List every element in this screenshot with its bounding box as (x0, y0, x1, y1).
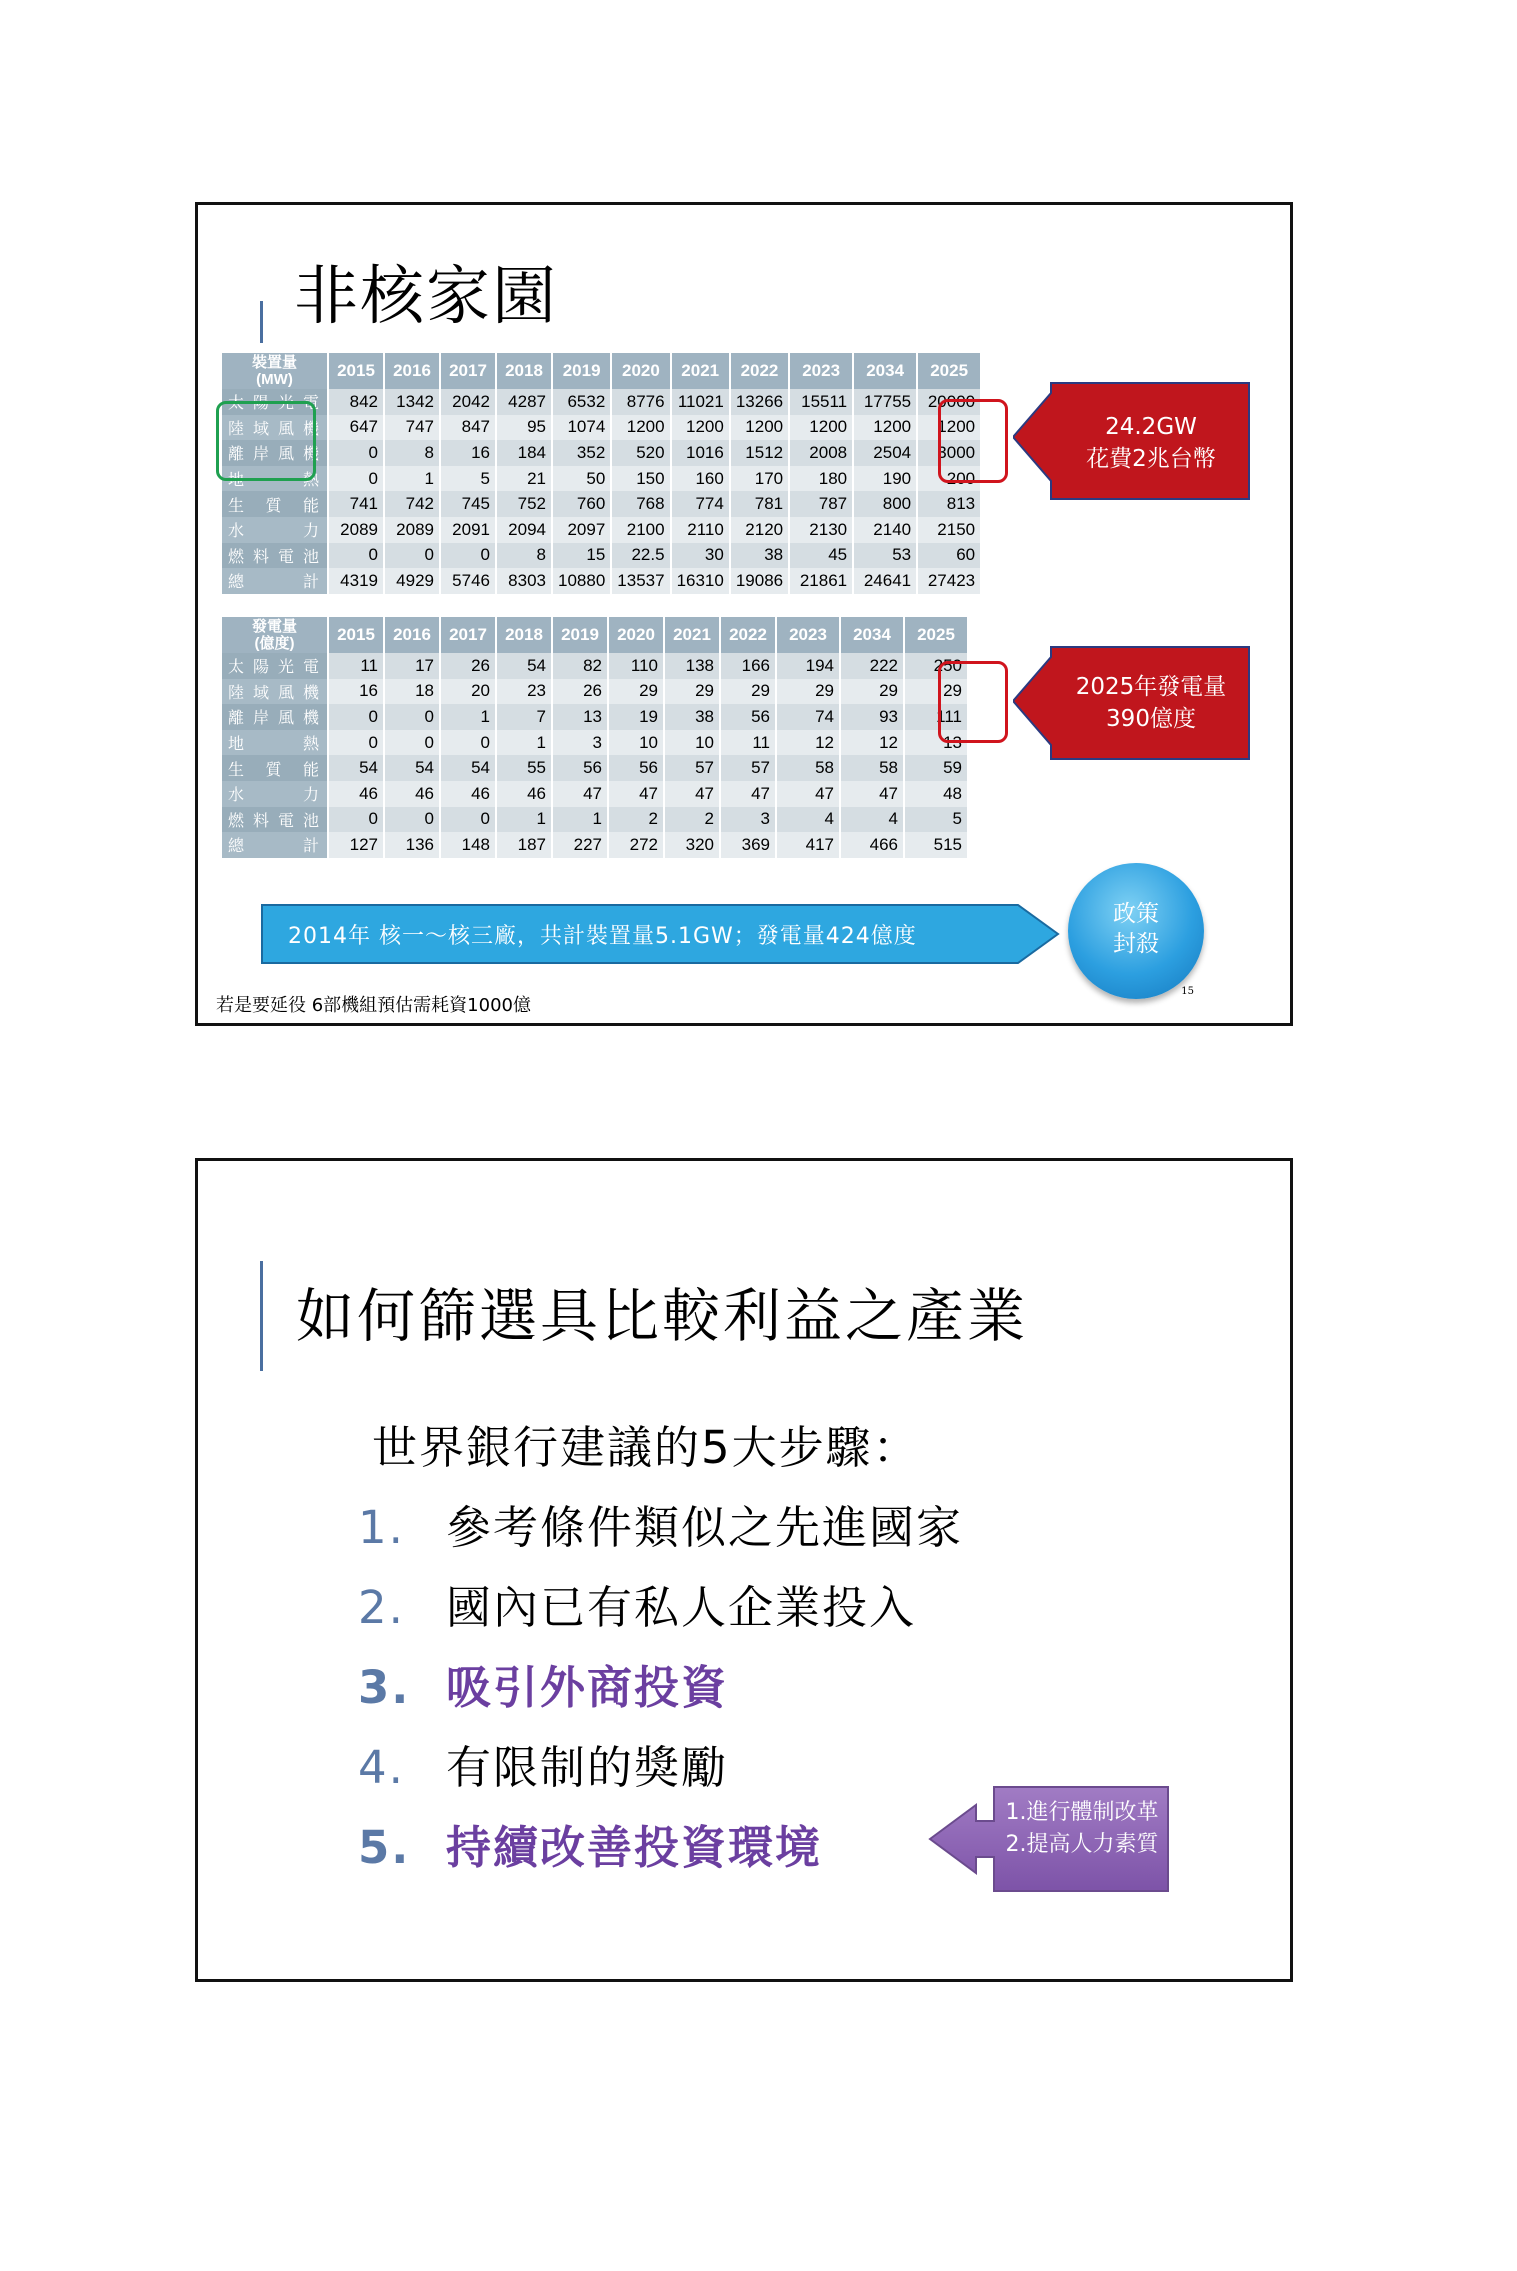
table-cell: 46 (384, 781, 440, 807)
table-cell: 17 (384, 653, 440, 679)
capacity-table (222, 353, 982, 594)
table-cell: 0 (384, 543, 440, 569)
table-cell: 2089 (328, 517, 384, 543)
table-cell: 13 (552, 704, 608, 730)
table-cell: 46 (440, 781, 496, 807)
table-cell: 20 (440, 679, 496, 705)
table-row (222, 730, 968, 756)
row-label: 總計 (222, 832, 328, 858)
table-row (222, 491, 981, 517)
table-cell: 352 (552, 440, 611, 466)
year-header: 2017 (440, 353, 496, 389)
table-cell: 74 (776, 704, 840, 730)
table-cell: 1016 (671, 440, 730, 466)
table-cell: 0 (440, 730, 496, 756)
table-cell: 1074 (552, 415, 611, 441)
table-cell: 1 (496, 807, 552, 833)
row-label: 太陽光電 (222, 653, 328, 679)
row-label: 太陽光電 (222, 389, 328, 415)
table-cell: 29 (608, 679, 664, 705)
table-row (222, 543, 981, 569)
table-cell: 520 (611, 440, 670, 466)
table-cell: 3000 (917, 440, 981, 466)
table-row (222, 807, 968, 833)
table-cell: 54 (440, 755, 496, 781)
table-cell: 16 (440, 440, 496, 466)
slide-title: 非核家園 (294, 260, 558, 334)
year-header: 2015 (328, 353, 384, 389)
policy-blocked-bubble (1068, 863, 1204, 999)
year-header: 2017 (440, 617, 496, 653)
item-number: 5. (358, 1821, 411, 1874)
table-cell: 745 (440, 491, 496, 517)
title-accent-bar (260, 1261, 263, 1371)
table-cell: 55 (496, 755, 552, 781)
item-number: 3. (358, 1661, 411, 1714)
table-cell: 2094 (496, 517, 552, 543)
table-cell: 60 (917, 543, 981, 569)
table-cell: 20000 (917, 389, 981, 415)
callout-line2: 2.提高人力素質 (1005, 1832, 1159, 1857)
list-item (358, 1731, 728, 1796)
table-cell: 13537 (611, 568, 670, 594)
table-cell: 2130 (789, 517, 853, 543)
red-highlight-generation-2025 (938, 661, 1008, 743)
table-cell: 752 (496, 491, 552, 517)
table-cell: 15 (552, 543, 611, 569)
year-header: 2016 (384, 353, 440, 389)
year-header: 2020 (608, 617, 664, 653)
row-label: 地熱 (222, 730, 328, 756)
item-text: 參考條件類似之先進國家 (446, 1501, 964, 1554)
table-row (222, 781, 968, 807)
table-cell: 222 (840, 653, 904, 679)
banner-text: 2014年 核一～核三廠，共計裝置量5.1GW；發電量424億度 (288, 924, 917, 949)
table-cell: 800 (853, 491, 917, 517)
table-cell: 16 (328, 679, 384, 705)
table-cell: 781 (730, 491, 789, 517)
table-cell: 47 (840, 781, 904, 807)
table-header-row (222, 353, 981, 389)
table-cell: 787 (789, 491, 853, 517)
table-row (222, 832, 968, 858)
table-cell: 1 (440, 704, 496, 730)
table-cell: 3 (552, 730, 608, 756)
table-cell: 1200 (671, 415, 730, 441)
table-cell: 0 (384, 807, 440, 833)
table-cell: 18 (384, 679, 440, 705)
table-cell: 8776 (611, 389, 670, 415)
row-label: 生質能 (222, 491, 328, 517)
table-row (222, 679, 968, 705)
table-cell: 50 (552, 466, 611, 492)
table-cell: 200 (917, 466, 981, 492)
purple-callout-text (994, 1797, 1170, 1861)
table-cell: 760 (552, 491, 611, 517)
table-cell: 56 (720, 704, 776, 730)
bubble-line1: 政策 (1113, 901, 1159, 927)
table-cell: 1512 (730, 440, 789, 466)
table-row (222, 704, 968, 730)
table-cell: 23 (496, 679, 552, 705)
green-highlight-box (216, 401, 316, 481)
table-cell: 847 (440, 415, 496, 441)
table-cell: 4287 (496, 389, 552, 415)
table-cell: 46 (496, 781, 552, 807)
table-cell: 0 (328, 466, 384, 492)
table-cell: 0 (328, 440, 384, 466)
table-cell: 2110 (671, 517, 730, 543)
page-number: 15 (1181, 986, 1194, 997)
row-label: 生質能 (222, 755, 328, 781)
table-cell: 2008 (789, 440, 853, 466)
table-cell: 2097 (552, 517, 611, 543)
table-cell: 2089 (384, 517, 440, 543)
table-cell: 48 (904, 781, 968, 807)
table-cell: 5 (440, 466, 496, 492)
table-cell: 54 (328, 755, 384, 781)
table-cell: 29 (840, 679, 904, 705)
table-cell: 10880 (552, 568, 611, 594)
table-cell: 95 (496, 415, 552, 441)
callout-generation-line1: 2025年發電量 (1075, 674, 1227, 700)
item-text: 持續改善投資環境 (446, 1821, 823, 1874)
table-cell: 19086 (730, 568, 789, 594)
year-header: 2022 (730, 353, 789, 389)
table-cell: 17755 (853, 389, 917, 415)
year-header: 2018 (496, 617, 552, 653)
list-item (358, 1491, 963, 1556)
table-cell: 1200 (789, 415, 853, 441)
year-header: 2020 (611, 353, 670, 389)
table-cell: 5 (904, 807, 968, 833)
table-row (222, 389, 981, 415)
list-item (358, 1571, 916, 1636)
table-cell: 190 (853, 466, 917, 492)
table-cell: 2 (608, 807, 664, 833)
table-cell: 187 (496, 832, 552, 858)
table-cell: 0 (328, 730, 384, 756)
table-cell: 1 (552, 807, 608, 833)
row-label: 水力 (222, 781, 328, 807)
table-cell: 0 (440, 807, 496, 833)
list-item-highlighted (358, 1651, 728, 1716)
table-cell: 138 (664, 653, 720, 679)
table-cell: 774 (671, 491, 730, 517)
title-accent-bar (260, 301, 263, 343)
year-header: 2023 (789, 353, 853, 389)
table-cell: 160 (671, 466, 730, 492)
callout-line1: 1.進行體制改革 (1005, 1800, 1159, 1825)
table-cell: 24641 (853, 568, 917, 594)
table-cell: 59 (904, 755, 968, 781)
table-cell: 29 (664, 679, 720, 705)
table-cell: 320 (664, 832, 720, 858)
table-cell: 1200 (611, 415, 670, 441)
table-cell: 515 (904, 832, 968, 858)
table-cell: 148 (440, 832, 496, 858)
row-label: 燃料電池 (222, 543, 328, 569)
table-cell: 2504 (853, 440, 917, 466)
year-header: 2016 (384, 617, 440, 653)
bubble-line2: 封殺 (1113, 931, 1159, 957)
row-label: 水力 (222, 517, 328, 543)
table-cell: 10 (608, 730, 664, 756)
year-header: 2019 (552, 353, 611, 389)
slide-title: 如何篩選具比較利益之產業 (296, 1282, 1029, 1350)
table-cell: 19 (608, 704, 664, 730)
table-cell: 7 (496, 704, 552, 730)
table-row (222, 755, 968, 781)
table-cell: 150 (611, 466, 670, 492)
table-cell: 136 (384, 832, 440, 858)
year-header: 2034 (853, 353, 917, 389)
table-cell: 2042 (440, 389, 496, 415)
year-header: 2025 (917, 353, 981, 389)
intro-text: 世界銀行建議的5大步驟： (372, 1421, 920, 1474)
table-cell: 227 (552, 832, 608, 858)
row-label: 離岸風機 (222, 440, 328, 466)
table-cell: 13266 (730, 389, 789, 415)
table-cell: 170 (730, 466, 789, 492)
table-cell: 6532 (552, 389, 611, 415)
table-cell: 110 (608, 653, 664, 679)
table-cell: 21 (496, 466, 552, 492)
table-row (222, 440, 981, 466)
footnote: 若是要延役 6部機組預估需耗資1000億 (216, 995, 531, 1016)
table-cell: 647 (328, 415, 384, 441)
table-cell: 466 (840, 832, 904, 858)
table-cell: 1200 (853, 415, 917, 441)
year-header: 2021 (671, 353, 730, 389)
table-cell: 54 (384, 755, 440, 781)
table-cell: 417 (776, 832, 840, 858)
table-cell: 13 (904, 730, 968, 756)
table-cell: 8303 (496, 568, 552, 594)
header-label: 發電量 (億度) (222, 617, 328, 653)
table-cell: 813 (917, 491, 981, 517)
table-cell: 46 (328, 781, 384, 807)
row-label: 總計 (222, 568, 328, 594)
table-cell: 1200 (730, 415, 789, 441)
table-cell: 0 (384, 704, 440, 730)
table-cell: 21861 (789, 568, 853, 594)
table-cell: 56 (608, 755, 664, 781)
table-cell: 12 (776, 730, 840, 756)
table-cell: 0 (384, 730, 440, 756)
table-cell: 22.5 (611, 543, 670, 569)
callout-capacity-text (1056, 411, 1246, 475)
year-header: 2034 (840, 617, 904, 653)
table-cell: 38 (664, 704, 720, 730)
item-text: 吸引外商投資 (446, 1661, 729, 1714)
year-header: 2018 (496, 353, 552, 389)
table-cell: 1342 (384, 389, 440, 415)
table-row (222, 568, 981, 594)
table-cell: 741 (328, 491, 384, 517)
table-cell: 57 (720, 755, 776, 781)
table-cell: 194 (776, 653, 840, 679)
table-cell: 58 (840, 755, 904, 781)
slide-comparative-advantage (195, 1158, 1293, 1982)
table-cell: 842 (328, 389, 384, 415)
item-text: 有限制的獎勵 (446, 1741, 729, 1794)
table-cell: 26 (552, 679, 608, 705)
table-cell: 29 (776, 679, 840, 705)
item-number: 1. (358, 1501, 405, 1554)
callout-generation-text (1056, 671, 1246, 735)
slide-nuclear-free-homeland (195, 202, 1293, 1026)
table-cell: 5746 (440, 568, 496, 594)
table-cell: 4929 (384, 568, 440, 594)
table-cell: 0 (328, 704, 384, 730)
table-cell: 272 (608, 832, 664, 858)
row-label: 燃料電池 (222, 807, 328, 833)
table-cell: 127 (328, 832, 384, 858)
callout-generation-line2: 390億度 (1106, 706, 1196, 732)
table-cell: 15511 (789, 389, 853, 415)
table-cell: 768 (611, 491, 670, 517)
table-row (222, 466, 981, 492)
callout-capacity-line1: 24.2GW (1105, 414, 1197, 440)
table-cell: 0 (440, 543, 496, 569)
table-cell: 2091 (440, 517, 496, 543)
table-cell: 47 (552, 781, 608, 807)
table-cell: 29 (904, 679, 968, 705)
table-cell: 45 (789, 543, 853, 569)
table-cell: 27423 (917, 568, 981, 594)
table-cell: 16310 (671, 568, 730, 594)
table-cell: 2150 (917, 517, 981, 543)
table-cell: 30 (671, 543, 730, 569)
table-cell: 1200 (917, 415, 981, 441)
table-cell: 11021 (671, 389, 730, 415)
year-header: 2015 (328, 617, 384, 653)
generation-table (222, 617, 969, 858)
table-cell: 4 (840, 807, 904, 833)
table-cell: 53 (853, 543, 917, 569)
row-label: 離岸風機 (222, 704, 328, 730)
table-cell: 11 (720, 730, 776, 756)
table-cell: 742 (384, 491, 440, 517)
red-highlight-capacity-2025 (938, 399, 1008, 483)
item-text: 國內已有私人企業投入 (446, 1581, 917, 1634)
table-cell: 47 (720, 781, 776, 807)
table-header-row (222, 617, 968, 653)
header-label: 裝置量 (MW) (222, 353, 328, 389)
row-label: 地熱 (222, 466, 328, 492)
table-cell: 1 (384, 466, 440, 492)
callout-capacity-line2: 花費2兆台幣 (1086, 446, 1216, 472)
table-cell: 180 (789, 466, 853, 492)
table-cell: 166 (720, 653, 776, 679)
table-cell: 250 (904, 653, 968, 679)
table-row (222, 517, 981, 543)
table-cell: 2 (664, 807, 720, 833)
table-cell: 1 (496, 730, 552, 756)
item-number: 4. (358, 1741, 405, 1794)
table-cell: 29 (720, 679, 776, 705)
table-cell: 0 (328, 807, 384, 833)
table-cell: 57 (664, 755, 720, 781)
table-cell: 747 (384, 415, 440, 441)
table-row (222, 415, 981, 441)
table-cell: 12 (840, 730, 904, 756)
table-cell: 82 (552, 653, 608, 679)
table-cell: 0 (328, 543, 384, 569)
table-cell: 38 (730, 543, 789, 569)
table-cell: 2140 (853, 517, 917, 543)
list-item-highlighted (358, 1811, 822, 1876)
table-cell: 8 (496, 543, 552, 569)
table-cell: 26 (440, 653, 496, 679)
row-label: 陸域風機 (222, 415, 328, 441)
table-cell: 10 (664, 730, 720, 756)
table-cell: 111 (904, 704, 968, 730)
table-cell: 3 (720, 807, 776, 833)
year-header: 2019 (552, 617, 608, 653)
table-cell: 2100 (611, 517, 670, 543)
year-header: 2021 (664, 617, 720, 653)
table-cell: 47 (776, 781, 840, 807)
table-cell: 2120 (730, 517, 789, 543)
table-cell: 4319 (328, 568, 384, 594)
table-cell: 56 (552, 755, 608, 781)
table-cell: 47 (608, 781, 664, 807)
item-number: 2. (358, 1581, 405, 1634)
table-cell: 369 (720, 832, 776, 858)
year-header: 2022 (720, 617, 776, 653)
table-cell: 8 (384, 440, 440, 466)
table-cell: 93 (840, 704, 904, 730)
table-cell: 4 (776, 807, 840, 833)
table-cell: 184 (496, 440, 552, 466)
table-row (222, 653, 968, 679)
table-cell: 11 (328, 653, 384, 679)
table-cell: 47 (664, 781, 720, 807)
table-cell: 54 (496, 653, 552, 679)
year-header: 2025 (904, 617, 968, 653)
year-header: 2023 (776, 617, 840, 653)
row-label: 陸域風機 (222, 679, 328, 705)
table-cell: 58 (776, 755, 840, 781)
